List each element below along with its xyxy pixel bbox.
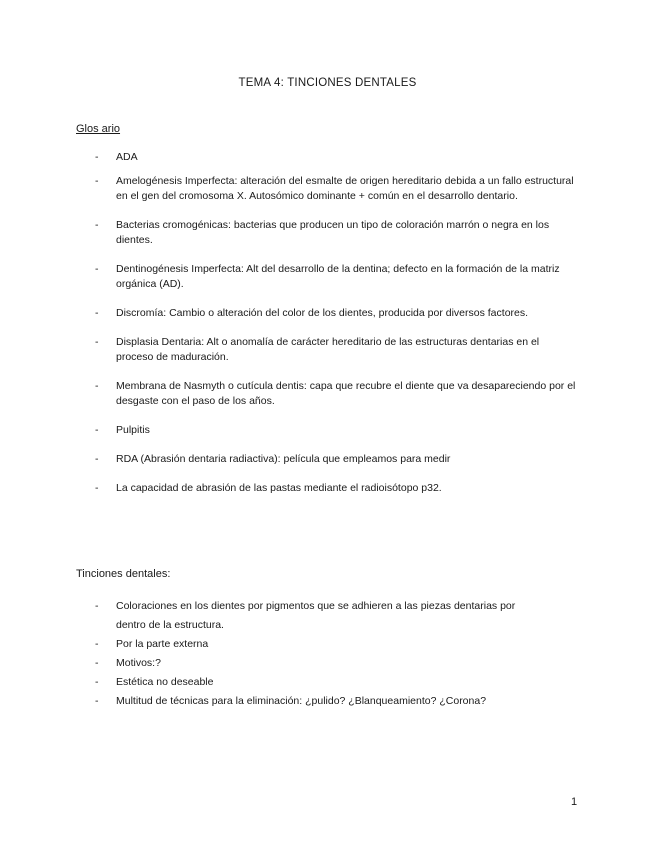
bullet: - xyxy=(95,695,99,707)
glossary-item-text: Membrana de Nasmyth o cutícula dentis: capa que recubre el diente que va desapareciendo por el desgaste con el paso de los años. xyxy=(116,380,576,407)
bullet: - xyxy=(95,657,99,669)
bullet: - xyxy=(95,676,99,688)
tinciones-item-text: Multitud de técnicas para la eliminación: ¿pulido? ¿Blanqueamiento? ¿Corona? xyxy=(116,695,487,707)
tinciones-item xyxy=(0,635,655,654)
tinciones-item xyxy=(0,673,655,692)
glossary-item xyxy=(0,379,655,409)
glossary-item-text: Amelogénesis Imperfecta: alteración del esmalte de origen hereditario debida a un fallo estructural en el gen del cromosoma X. Autosómico dominante + común en el desarrollo dentario. xyxy=(116,175,574,202)
page-number: 1 xyxy=(571,796,578,808)
bullet: - xyxy=(95,151,99,163)
glossary-item-text: Discromía: Cambio o alteración del color de los dientes, producida por diversos factores. xyxy=(116,307,529,319)
glossary-item xyxy=(0,481,655,496)
bullet: - xyxy=(95,380,99,392)
bullet: - xyxy=(95,307,99,319)
tinciones-item xyxy=(0,597,655,635)
bullet: - xyxy=(95,336,99,348)
bullet: - xyxy=(95,263,99,275)
glossary-item-text: RDA (Abrasión dentaria radiactiva): película que empleamos para medir xyxy=(116,453,451,465)
glossary-item xyxy=(0,218,655,248)
tinciones-item-text: Motivos:? xyxy=(116,657,161,669)
glossary-item-text: Dentinogénesis Imperfecta: Alt del desarrollo de la dentina; defecto en la formación de la matriz orgánica (AD). xyxy=(116,263,560,290)
glossary-heading: Glos ario xyxy=(76,123,121,135)
tinciones-list xyxy=(0,597,655,711)
bullet: - xyxy=(95,219,99,231)
glossary-item-text: ADA xyxy=(116,151,138,163)
document-title: TEMA 4: TINCIONES DENTALES xyxy=(238,77,417,89)
glossary-item-text: Bacterias cromogénicas: bacterias que producen un tipo de coloración marrón o negra en los dientes. xyxy=(116,219,550,246)
bullet: - xyxy=(95,482,99,494)
tinciones-item xyxy=(0,654,655,673)
glossary-item xyxy=(0,306,655,321)
glossary-item xyxy=(0,335,655,365)
bullet: - xyxy=(95,600,99,612)
glossary-list xyxy=(0,150,655,510)
bullet: - xyxy=(95,175,99,187)
tinciones-item-text: Por la parte externa xyxy=(116,638,209,650)
tinciones-item xyxy=(0,692,655,711)
glossary-item xyxy=(0,150,655,165)
tinciones-item-text: Estética no deseable xyxy=(116,676,214,688)
glossary-item-text: Pulpitis xyxy=(116,424,150,436)
glossary-item xyxy=(0,262,655,292)
bullet: - xyxy=(95,424,99,436)
tinciones-item-text: Coloraciones en los dientes por pigmentos que se adhieren a las piezas dentarias por dentro de la estructura. xyxy=(116,600,516,631)
bullet: - xyxy=(95,638,99,650)
glossary-item-text: La capacidad de abrasión de las pastas mediante el radioisótopo p32. xyxy=(116,482,442,494)
tinciones-heading: Tinciones dentales: xyxy=(76,568,171,580)
bullet: - xyxy=(95,453,99,465)
glossary-item xyxy=(0,423,655,438)
glossary-item-text: Displasia Dentaria: Alt o anomalía de carácter hereditario de las estructuras dentarias en el proceso de maduración. xyxy=(116,336,540,363)
glossary-item xyxy=(0,452,655,467)
glossary-item xyxy=(0,174,655,204)
